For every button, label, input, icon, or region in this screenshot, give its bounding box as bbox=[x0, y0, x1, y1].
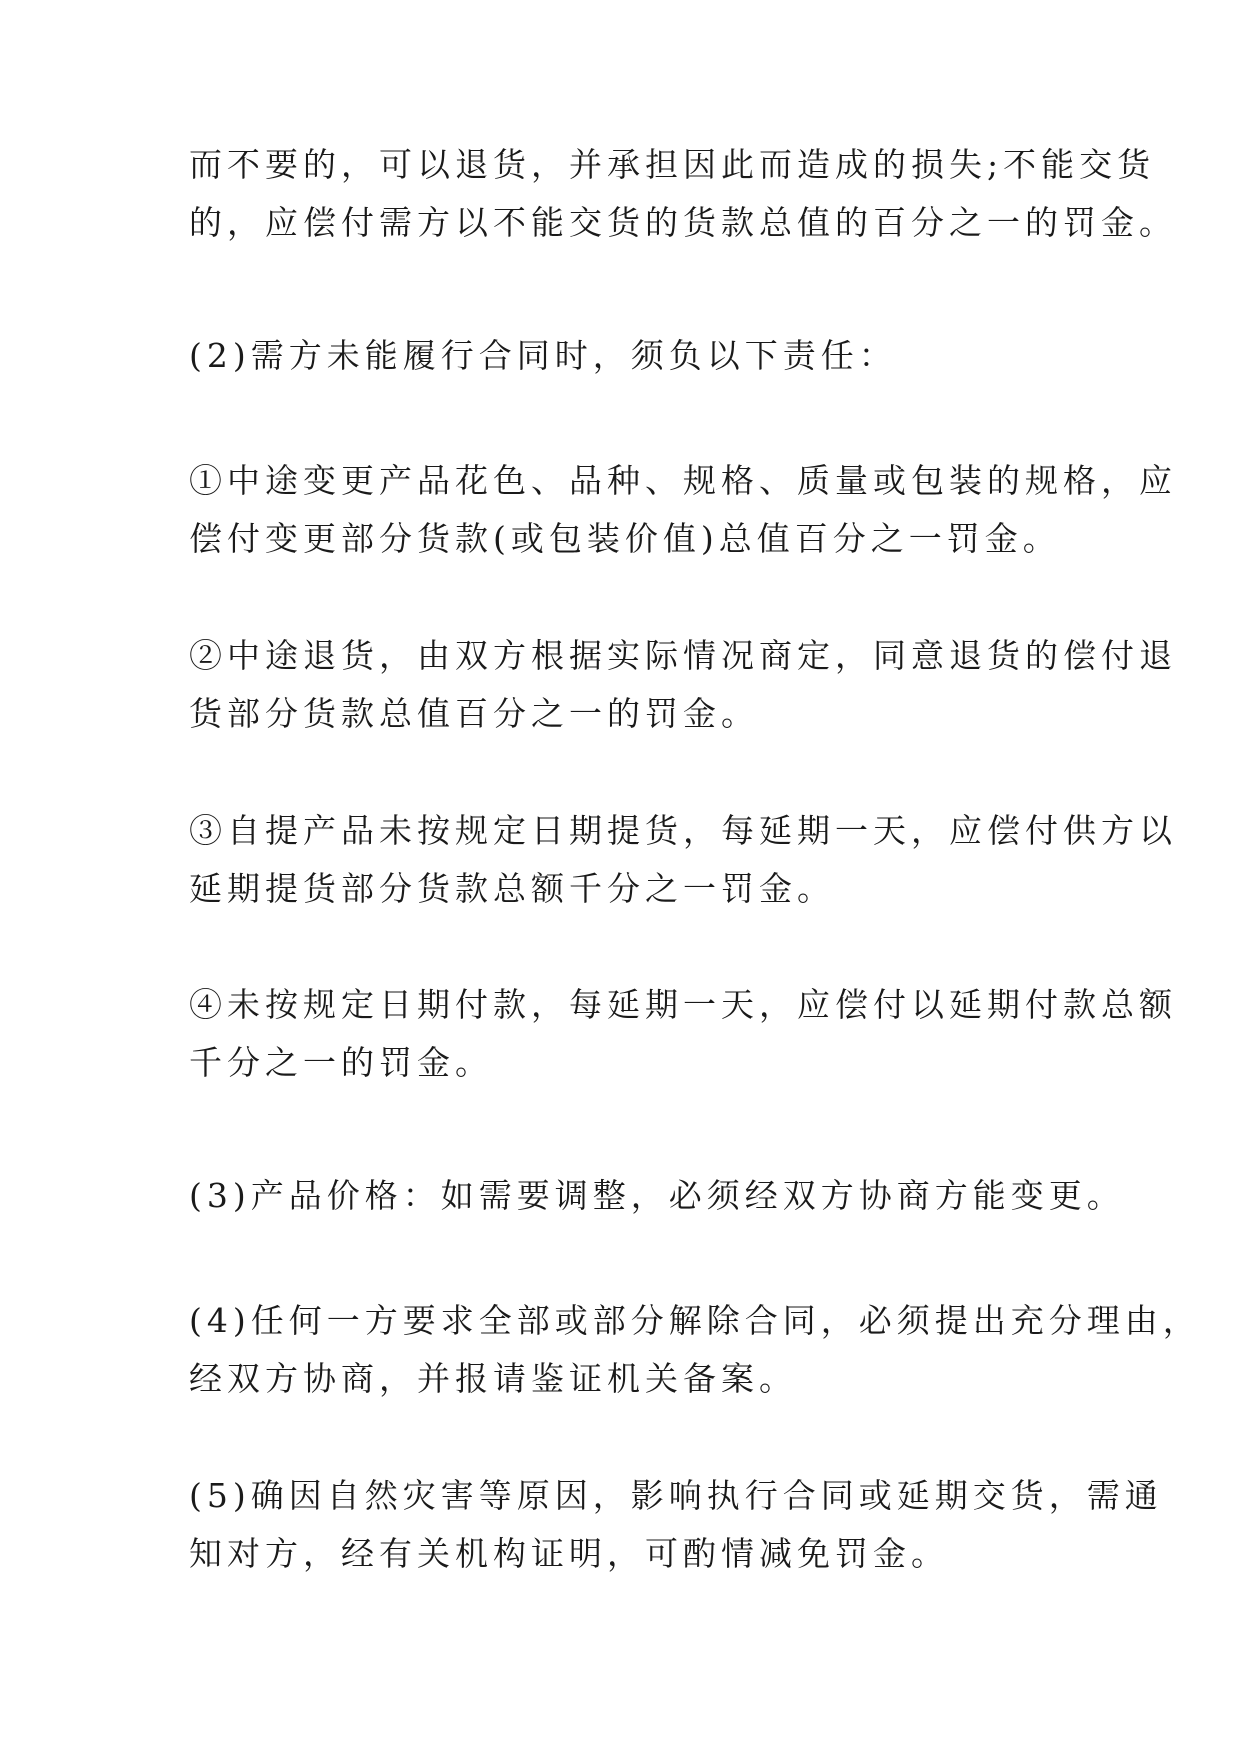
paragraph-line: (2)需方未能履行合同时，须负以下责任： bbox=[189, 336, 897, 375]
paragraph-line: 知对方，经有关机构证明，可酌情减免罚金。 bbox=[189, 1534, 949, 1573]
paragraph-line: (4)任何一方要求全部或部分解除合同，必须提出充分理由， bbox=[189, 1301, 1201, 1340]
paragraph-line: 延期提货部分货款总额千分之一罚金。 bbox=[189, 869, 835, 908]
paragraph-line: 的，应偿付需方以不能交货的货款总值的百分之一的罚金。 bbox=[189, 203, 1177, 242]
paragraph-line: ③自提产品未按规定日期提货，每延期一天，应偿付供方以 bbox=[189, 811, 1177, 850]
paragraph-line: ④未按规定日期付款，每延期一天，应偿付以延期付款总额 bbox=[189, 985, 1177, 1024]
paragraph-line: (5)确因自然灾害等原因，影响执行合同或延期交货，需通 bbox=[189, 1476, 1163, 1515]
paragraph-5 bbox=[189, 802, 1177, 918]
paragraph-4 bbox=[189, 627, 1177, 743]
paragraph-line: 千分之一的罚金。 bbox=[189, 1043, 493, 1082]
paragraph-7 bbox=[189, 1167, 1125, 1225]
paragraph-line: 经双方协商，并报请鉴证机关备案。 bbox=[189, 1359, 797, 1398]
paragraph-8 bbox=[189, 1292, 1201, 1408]
paragraph-1 bbox=[189, 136, 1177, 252]
paragraph-line: 而不要的，可以退货，并承担因此而造成的损失;不能交货 bbox=[189, 145, 1156, 184]
paragraph-9 bbox=[189, 1467, 1163, 1583]
paragraph-line: 货部分货款总值百分之一的罚金。 bbox=[189, 694, 759, 733]
paragraph-6 bbox=[189, 976, 1177, 1092]
paragraph-2 bbox=[189, 327, 1069, 385]
paragraph-line: 偿付变更部分货款(或包装价值)总值百分之一罚金。 bbox=[189, 519, 1061, 558]
paragraph-3 bbox=[189, 452, 1177, 568]
paragraph-line: ②中途退货，由双方根据实际情况商定，同意退货的偿付退 bbox=[189, 636, 1177, 675]
paragraph-line: (3)产品价格：如需要调整，必须经双方协商方能变更。 bbox=[189, 1176, 1125, 1215]
paragraph-line: ①中途变更产品花色、品种、规格、质量或包装的规格，应 bbox=[189, 461, 1177, 500]
